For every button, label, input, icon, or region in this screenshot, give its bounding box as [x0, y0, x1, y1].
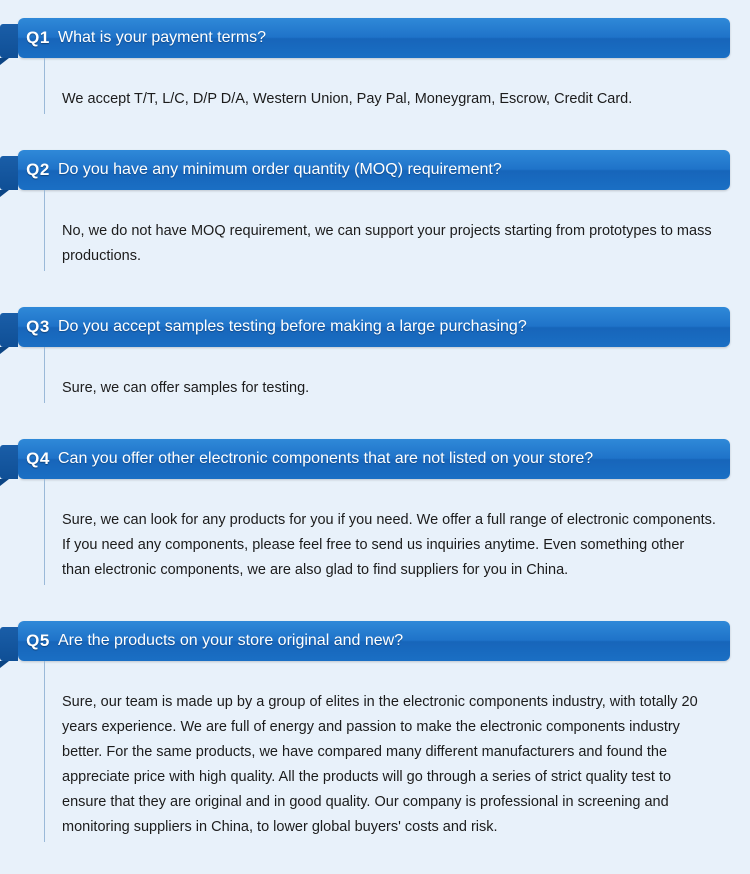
faq-question-banner[interactable] [18, 439, 730, 479]
faq-question-text: Do you have any minimum order quantity (MOQ) requirement? [58, 161, 502, 178]
faq-answer-text: Sure, our team is made up by a group of elites in the electronic components industry, with totally 20 years experience. We are full of energy and passion to make the electronic components industry better. For the same products, we have compared many different manufacturers and found the appreciate price with high quality. All the products will go through a series of strict quality test to ensure that they are original and in good quality. Our company is professional in screening and monitoring suppliers in China, to lower global buyers' costs and risk. [62, 693, 698, 835]
faq-answer-text: Sure, we can look for any products for you if you need. We offer a full range of electronic components. If you need any components, please feel free to send us inquiries anytime. Even something other than electronic components, we are also glad to find suppliers for you in China. [62, 511, 716, 578]
faq-question-text: Are the products on your store original and new? [58, 632, 404, 649]
faq-question-banner[interactable] [18, 307, 730, 347]
faq-item [0, 307, 750, 417]
faq-answer-text: No, we do not have MOQ requirement, we can support your projects starting from prototypes to mass productions. [62, 222, 712, 264]
faq-answer-text: Sure, we can offer samples for testing. [62, 379, 310, 396]
faq-question-text: Can you offer other electronic components that are not listed on your store? [58, 450, 594, 467]
faq-answer-block [44, 479, 722, 599]
faq-answer-block [44, 58, 722, 128]
faq-question-text: What is your payment terms? [58, 29, 267, 46]
faq-question-banner[interactable] [18, 18, 730, 58]
faq-answer-block [44, 190, 722, 285]
faq-question-tag: Q5 [26, 631, 50, 650]
faq-question-text: Do you accept samples testing before making a large purchasing? [58, 318, 527, 335]
faq-answer-block [44, 661, 722, 856]
faq-answer-block [44, 347, 722, 417]
faq-question-tag: Q1 [26, 28, 50, 47]
faq-item [0, 18, 750, 128]
faq-question-tag: Q4 [26, 449, 50, 468]
faq-question-tag: Q3 [26, 317, 50, 336]
faq-item [0, 621, 750, 856]
faq-question-banner[interactable] [18, 621, 730, 661]
faq-question-tag: Q2 [26, 160, 50, 179]
faq-item [0, 439, 750, 599]
faq-question-banner[interactable] [18, 150, 730, 190]
faq-item [0, 150, 750, 285]
faq-answer-text: We accept T/T, L/C, D/P D/A, Western Union, Pay Pal, Moneygram, Escrow, Credit Card. [62, 90, 633, 107]
